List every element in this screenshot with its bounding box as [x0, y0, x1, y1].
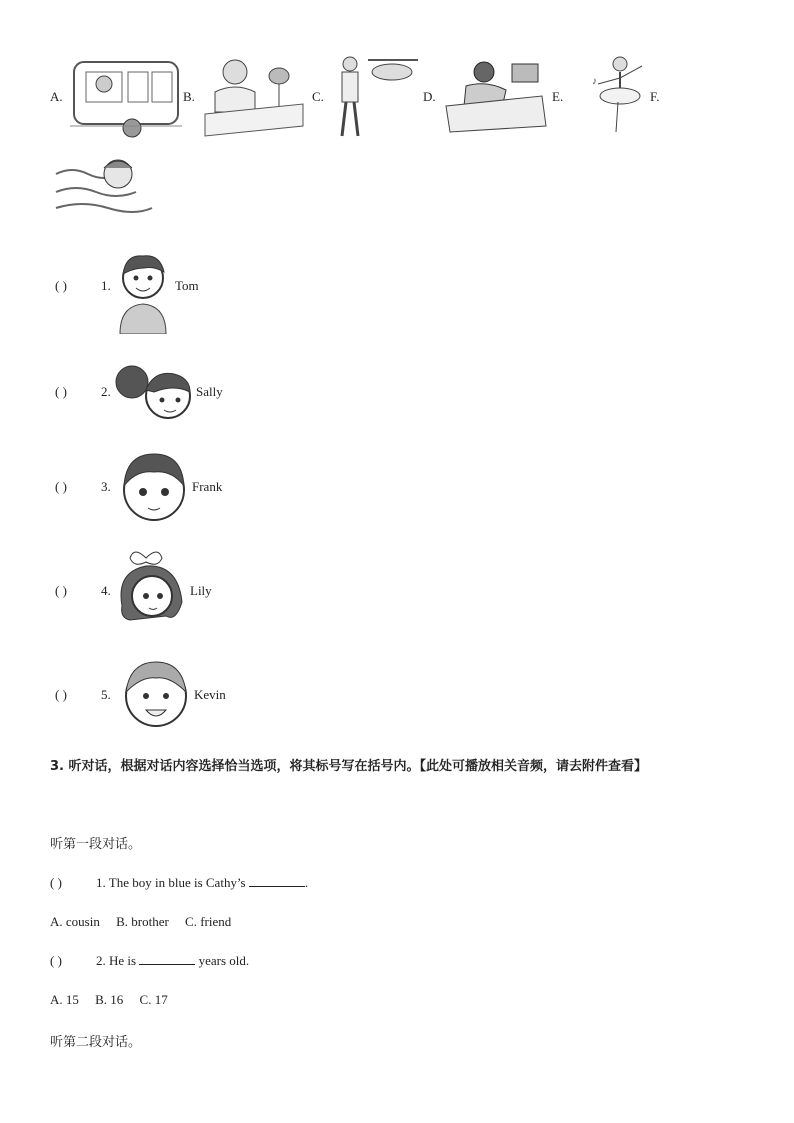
kevin-face-image: [118, 656, 194, 732]
answer-paren[interactable]: ( ): [50, 875, 62, 890]
question-row-5: [55, 687, 111, 703]
question-row-4: [55, 583, 111, 599]
person-name-frank: Frank: [192, 479, 223, 494]
pilot-helicopter-image: [330, 50, 422, 140]
answer-paren[interactable]: ( ): [55, 479, 67, 494]
svg-text:♪: ♪: [592, 76, 597, 87]
dialogue-1-question-2: [50, 953, 249, 969]
question-row-3: [55, 479, 111, 495]
dialogue-1-question-1-options: A. cousin B. brother C. friend: [50, 914, 232, 929]
option-c-label: C.: [312, 89, 324, 104]
question-number: 5.: [101, 687, 111, 702]
writer-at-desk-image: [203, 52, 307, 138]
bus-driver-image: [70, 52, 182, 138]
worker-at-machine-image: [442, 56, 550, 134]
answer-blank[interactable]: [249, 875, 305, 887]
person-name-tom: Tom: [175, 278, 199, 293]
option-e-label: E.: [552, 89, 564, 104]
question-number: 3.: [101, 479, 111, 494]
question-number: 1.: [101, 278, 111, 293]
dancer-image: [590, 50, 646, 138]
question-text: 1. The boy in blue is Cathy’s: [96, 875, 246, 890]
tom-face-image: [114, 244, 172, 334]
question-text-end: .: [304, 875, 309, 890]
answer-paren[interactable]: ( ): [55, 583, 67, 598]
question-text: 2. He is: [96, 953, 137, 968]
dialogue-2-heading: 听第二段对话。: [50, 1035, 142, 1050]
answer-paren[interactable]: ( ): [55, 384, 67, 399]
dialogue-1-question-2-options: A. 15 B. 16 C. 17: [50, 992, 168, 1007]
person-name-sally: Sally: [196, 384, 223, 399]
swimmer-image: [52, 150, 156, 216]
option-d-label: D.: [423, 89, 436, 104]
answer-paren[interactable]: ( ): [50, 953, 62, 968]
option-a-label: A.: [50, 89, 63, 104]
answer-paren[interactable]: ( ): [55, 687, 67, 702]
question-text-end: years old.: [198, 953, 250, 968]
frank-face-image: [116, 448, 192, 526]
person-name-kevin: Kevin: [194, 687, 226, 702]
dialogue-1-question-1: [50, 875, 308, 891]
answer-blank[interactable]: [139, 953, 195, 965]
sally-face-image: [114, 356, 196, 426]
option-b-label: B.: [183, 89, 195, 104]
question-row-2: [55, 384, 111, 400]
lily-face-image: [116, 546, 190, 630]
section-3-title: 3. 听对话，根据对话内容选择恰当选项，将其标号写在括号内。【此处可播放相关音频，请去附件查看】: [50, 759, 648, 774]
question-number: 4.: [101, 583, 111, 598]
question-number: 2.: [101, 384, 111, 399]
answer-paren[interactable]: ( ): [55, 278, 67, 293]
dialogue-1-heading: 听第一段对话。: [50, 837, 142, 852]
option-f-label: F.: [650, 89, 660, 104]
person-name-lily: Lily: [190, 583, 212, 598]
question-row-1: [55, 278, 111, 294]
